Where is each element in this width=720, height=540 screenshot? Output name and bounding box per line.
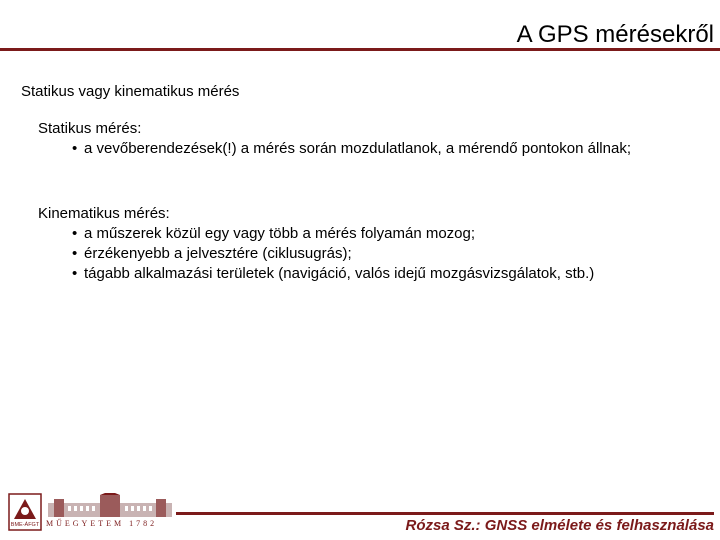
- bullet-icon: •: [72, 225, 78, 242]
- bullet-list: [38, 224, 668, 284]
- slide-title: A GPS mérésekről: [516, 21, 714, 48]
- bullet-text: a vevőberendezések(!) a mérés során mozdulatlanok, a mérendő pontokon állnak;: [84, 140, 631, 157]
- list-item: [72, 264, 668, 284]
- bullet-text: tágabb alkalmazási területek (navigáció, valós idejű mozgásvizsgálatok, stb.): [84, 265, 595, 282]
- section-title: Statikus mérés:: [38, 120, 142, 137]
- footer-credit: Rózsa Sz.: GNSS elmélete és felhasználása: [405, 517, 714, 534]
- section-kinematic: [38, 204, 668, 284]
- bullet-icon: •: [72, 245, 78, 262]
- logo-badge-text: BME-ÁFGT: [10, 522, 40, 528]
- logo-caption: MŰEGYETEM 1782: [46, 519, 158, 528]
- bullet-list: [38, 139, 668, 159]
- university-building-logo: [46, 493, 174, 519]
- list-item: [72, 244, 668, 264]
- section-title: Kinematikus mérés:: [38, 205, 170, 222]
- footer-divider: [176, 512, 714, 515]
- title-divider: [0, 48, 720, 51]
- list-item: [72, 139, 668, 159]
- bullet-icon: •: [72, 140, 78, 157]
- institution-logo: [8, 493, 42, 531]
- list-item: [72, 224, 668, 244]
- bullet-text: a műszerek közül egy vagy több a mérés folyamán mozog;: [84, 225, 476, 242]
- section-static: [38, 119, 668, 159]
- bullet-text: érzékenyebb a jelvesztére (ciklusugrás);: [84, 245, 352, 262]
- slide-heading: Statikus vagy kinematikus mérés: [21, 83, 240, 100]
- bullet-icon: •: [72, 265, 78, 282]
